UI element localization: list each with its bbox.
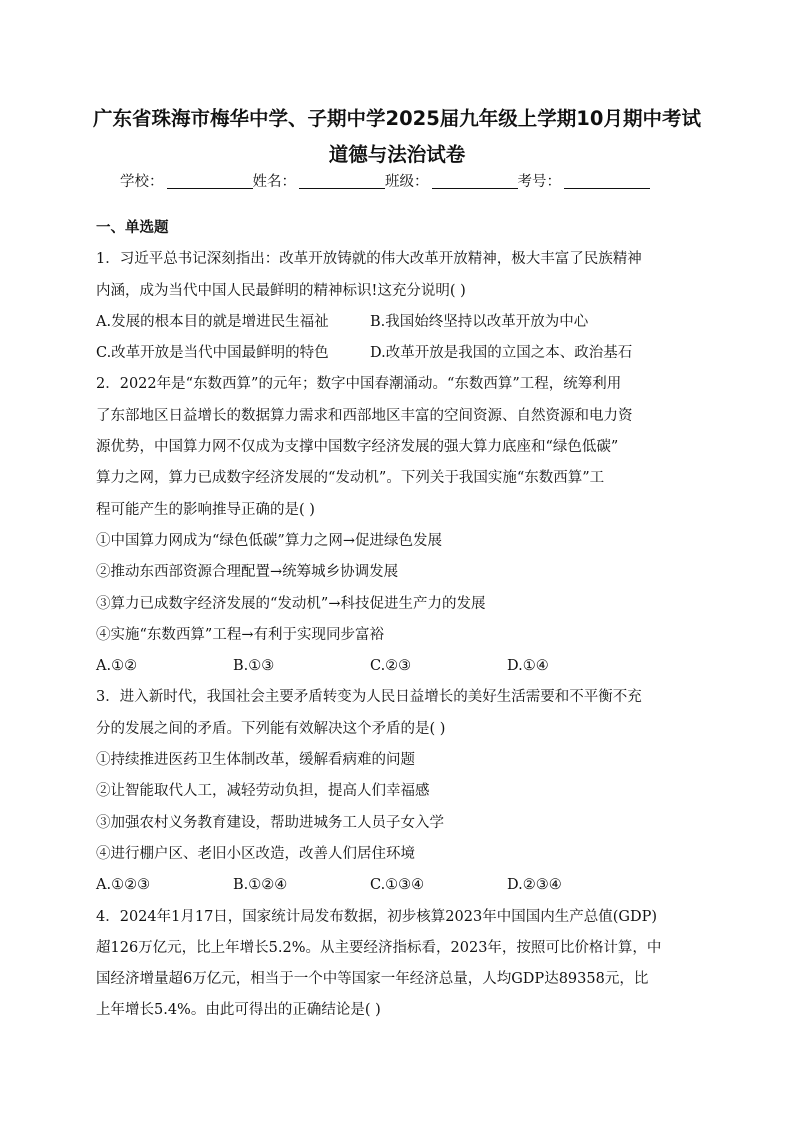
question-stem-line: 了东部地区日益增长的数据算力需求和西部地区丰富的空间资源、自然资源和电力资 bbox=[96, 407, 633, 424]
options-row bbox=[96, 870, 702, 901]
statement-item: ③加强农村义务教育建设，帮助进城务工人员子女入学 bbox=[96, 814, 444, 831]
option-c[interactable]: C.改革开放是当代中国最鲜明的特色 bbox=[96, 345, 329, 362]
class-label: 班级： bbox=[385, 174, 429, 190]
class-blank[interactable] bbox=[432, 174, 518, 189]
question-4 bbox=[96, 902, 702, 1027]
question-stem-line: 2．2022年是“东数西算”的元年；数字中国春潮涌动。“东数西算”工程，统筹利用 bbox=[96, 376, 622, 393]
option-a[interactable]: A.①② bbox=[96, 658, 138, 675]
school-label: 学校： bbox=[120, 174, 164, 190]
options-row bbox=[96, 651, 702, 682]
option-c[interactable]: C.②③ bbox=[370, 658, 412, 675]
question-stem-line: 分的发展之间的矛盾。下列能有效解决这个矛盾的是( ) bbox=[96, 720, 446, 737]
option-c[interactable]: C.①③④ bbox=[370, 877, 425, 894]
options-row bbox=[96, 307, 702, 338]
student-info-row bbox=[120, 170, 680, 191]
question-stem-line: 4．2024年1月17日，国家统计局发布数据，初步核算2023年中国国内生产总值(GDP) bbox=[96, 908, 657, 925]
exam-number-blank[interactable] bbox=[564, 174, 650, 189]
question-stem-line: 国经济增量超6万亿元，相当于一个中等国家一年经济总量，人均GDP达89358元，比 bbox=[96, 971, 649, 988]
question-body bbox=[96, 213, 702, 1027]
question-2 bbox=[96, 369, 702, 682]
question-stem-line: 上年增长5.4%。由此可得出的正确结论是( ) bbox=[96, 1002, 381, 1019]
question-stem-line: 内涵，成为当代中国人民最鲜明的精神标识!这充分说明( ) bbox=[96, 282, 466, 299]
statement-item: ②推动东西部资源合理配置→统筹城乡协调发展 bbox=[96, 564, 399, 581]
exam-title-line1: 广东省珠海市梅华中学、子期中学2025届九年级上学期10月期中考试 bbox=[93, 107, 701, 130]
question-stem-line: 超126万亿元，比上年增长5.2%。从主要经济指标看，2023年，按照可比价格计算，中 bbox=[96, 939, 662, 956]
statement-item: ①持续推进医药卫生体制改革，缓解看病难的问题 bbox=[96, 752, 415, 769]
option-b[interactable]: B.①③ bbox=[233, 658, 275, 675]
option-d[interactable]: D.①④ bbox=[507, 658, 549, 675]
options-row bbox=[96, 338, 702, 369]
option-d[interactable]: D.改革开放是我国的立国之本、政治基石 bbox=[370, 345, 633, 362]
statement-item: ①中国算力网成为“绿色低碳”算力之网→促进绿色发展 bbox=[96, 532, 442, 549]
option-b[interactable]: B.我国始终坚持以改革开放为中心 bbox=[370, 313, 589, 330]
statement-item: ④进行棚户区、老旧小区改造，改善人们居住环境 bbox=[96, 845, 415, 862]
question-stem-line: 程可能产生的影响推导正确的是( ) bbox=[96, 501, 315, 518]
statement-item: ②让智能取代人工，减轻劳动负担，提高人们幸福感 bbox=[96, 783, 430, 800]
school-blank[interactable] bbox=[167, 174, 253, 189]
question-stem-line: 算力之网，算力已成数字经济发展的“发动机”。下列关于我国实施“东数西算”工 bbox=[96, 470, 605, 487]
section-title: 一、单选题 bbox=[96, 220, 169, 236]
question-stem-line: 1．习近平总书记深刻指出：改革开放铸就的伟大改革开放精神，极大丰富了民族精神 bbox=[96, 251, 642, 268]
question-3 bbox=[96, 682, 702, 901]
option-b[interactable]: B.①②④ bbox=[233, 877, 288, 894]
exam-number-label: 考号： bbox=[517, 174, 561, 190]
option-a[interactable]: A.①②③ bbox=[96, 877, 151, 894]
name-label: 姓名： bbox=[252, 174, 296, 190]
option-d[interactable]: D.②③④ bbox=[507, 877, 562, 894]
name-blank[interactable] bbox=[299, 174, 385, 189]
option-a[interactable]: A.发展的根本目的就是增进民生福祉 bbox=[96, 313, 329, 330]
question-1 bbox=[96, 244, 702, 369]
question-stem-line: 3．进入新时代，我国社会主要矛盾转变为人民日益增长的美好生活需要和不平衡不充 bbox=[96, 689, 642, 706]
exam-title-line2: 道德与法治试卷 bbox=[328, 143, 466, 166]
question-stem-line: 源优势，中国算力网不仅成为支撑中国数字经济发展的强大算力底座和“绿色低碳” bbox=[96, 439, 619, 456]
statement-item: ③算力已成数字经济发展的“发动机”→科技促进生产力的发展 bbox=[96, 595, 486, 612]
statement-item: ④实施“东数西算”工程→有利于实现同步富裕 bbox=[96, 626, 384, 643]
